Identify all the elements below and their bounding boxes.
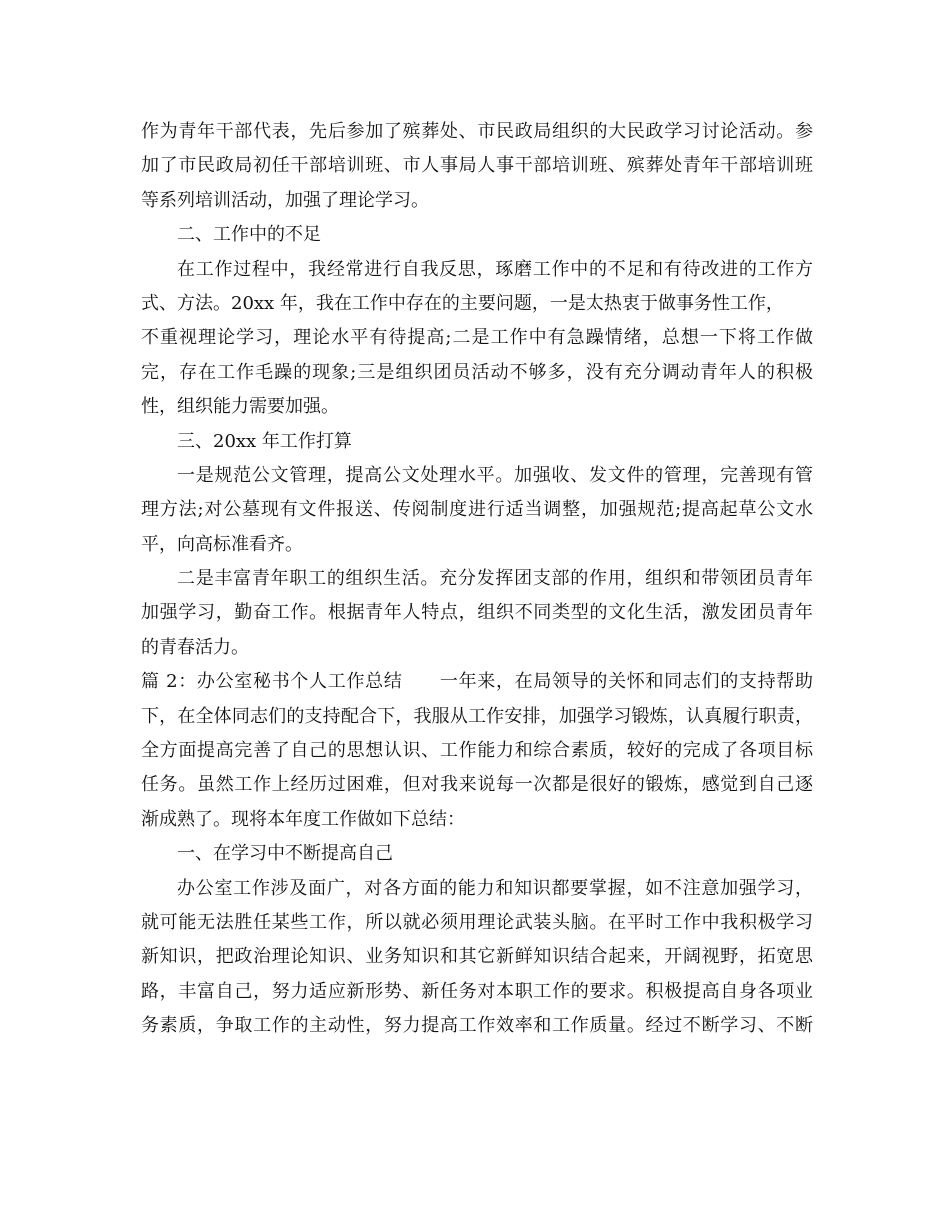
text-line: 式、方法。20xx 年，我在工作中存在的主要问题，一是太热衷于做事务性工作， [141, 292, 784, 314]
text-line: 务素质，争取工作的主动性，努力提高工作效率和工作质量。经过不断学习、不断 [141, 1015, 813, 1037]
text-line: 完，存在工作毛躁的现象;三是组织团员活动不够多，没有充分调动青年人的积极 [141, 361, 813, 383]
text-line: 一是规范公文管理，提高公文处理水平。加强收、发文件的管理，完善现有管 [177, 464, 813, 486]
text-line: 不重视理论学习，理论水平有待提高;二是工作中有急躁情绪，总想一下将工作做 [141, 327, 813, 349]
text-line: 办公室工作涉及面广，对各方面的能力和知识都要掌握，如不注意加强学习， [177, 877, 813, 899]
text-line: 下，在全体同志们的支持配合下，我服从工作安排，加强学习锻炼，认真履行职责， [141, 705, 813, 727]
text-line: 全方面提高完善了自己的思想认识、工作能力和综合素质，较好的完成了各项目标 [141, 740, 813, 762]
text-line: 路，丰富自己，努力适应新形势、新任务对本职工作的要求。积极提高自身各项业 [141, 980, 813, 1002]
text-line: 三、20xx 年工作打算 [177, 430, 352, 452]
text-line: 在工作过程中，我经常进行自我反思，琢磨工作中的不足和有待改进的工作方 [177, 258, 813, 280]
text-line: 理方法;对公墓现有文件报送、传阅制度进行适当调整，加强规范;提高起草公文水 [141, 499, 813, 521]
text-line: 任务。虽然工作上经历过困难，但对我来说每一次都是很好的锻炼，感觉到自己逐 [141, 774, 813, 796]
text-line: 作为青年干部代表，先后参加了殡葬处、市民政局组织的大民政学习讨论活动。参 [141, 121, 813, 142]
text-line: 就可能无法胜任某些工作，所以就必须用理论武装头脑。在平时工作中我积极学习 [141, 911, 813, 933]
text-line: 新知识，把政治理论知识、业务知识和其它新鲜知识结合起来，开阔视野，拓宽思 [141, 946, 813, 968]
text-line: 平，向高标准看齐。 [141, 533, 303, 555]
text-line: 等系列培训活动，加强了理论学习。 [141, 189, 429, 211]
text-line: 一、在学习中不断提高自己 [177, 843, 393, 865]
document-body [141, 115, 813, 1044]
text-line: 二、工作中的不足 [177, 224, 321, 246]
text-line: 性，组织能力需要加强。 [141, 396, 339, 418]
text-line: 加强学习，勤奋工作。根据青年人特点，组织不同类型的文化生活，激发团员青年 [141, 602, 813, 624]
text-line: 二是丰富青年职工的组织生活。充分发挥团支部的作用，组织和带领团员青年 [177, 568, 813, 590]
text-line: 加了市民政局初任干部培训班、市人事局人事干部培训班、殡葬处青年干部培训班 [141, 155, 813, 177]
text-line: 的青春活力。 [141, 636, 249, 658]
text-line: 渐成熟了。现将本年度工作做如下总结： [141, 808, 465, 830]
text-line: 篇 2：办公室秘书个人工作总结 一年来，在局领导的关怀和同志们的支持帮助 [141, 671, 813, 693]
